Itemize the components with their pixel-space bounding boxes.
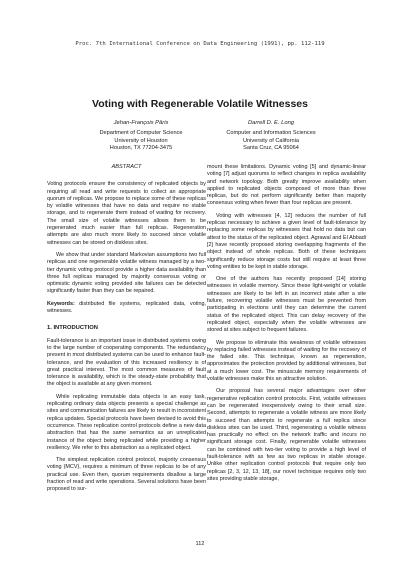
author-location-2: Santa Cruz, CA 95064 <box>243 145 299 152</box>
abstract-heading: ABSTRACT <box>111 164 142 170</box>
body-paragraph: One of the authors has recently proposed [14] storing witnesses in volatile memory. Since these light-weight or volatile witnesses are likely to be left in an incorrect state after a site failure, recovering volatile witnesses must be prevented from participating in elections until they can determine the current status of the replicated object. This can delay recovery of the replicated object, especially when the volatile witnesses are stored at sites subject to frequent failures. <box>207 276 366 334</box>
author-dept-2: Computer and Information Sciences <box>226 130 316 136</box>
keywords <box>47 301 206 316</box>
body-paragraph: Our proposal has several major advantages over other regenerative replication control protocols. First, volatile witnesses can be regenerated inexpensively owing to their small size. Second, attempts to regenerate a volatile witness are more likely to succeed than attempts to regenerate a full replica since diskless sites can be used. Third, regenerating a volatile witness has practically no effect on the network traffic and incurs no significant storage cost. Finally, regenerable volatile witnesses can be combined with two-tier voting to provide a high level of fault-tolerance with as few as two replicas in stable storage. Unlike other replication control protocols that require only two replicas [2, 3, 12, 13, 18], our novel technique requires only two sites providing stable storage, <box>207 388 366 482</box>
body-paragraph: We propose to eliminate this weakness of volatile witnesses by replacing failed witnesses instead of waiting for the recovery of the failed site. This technique, known as regeneration, approximates the protection provided by additional witnesses, but at a much lower cost. The minuscule memory requirements of volatile witnesses make this an attractive solution. <box>207 339 366 383</box>
abstract-paragraph: Voting protocols ensure the consistency of replicated objects by requiring all read and write requests to collect an appropriate quorum of replicas. We propose to replace some of these replicas by volatile witnesses that have no data and require no stable storage, and to regenerate them instead of waiting for recovery. The small size of volatile witnesses allows them to be regenerated much easier than full replicas. Regeneration attempts are also much more likely to succeed since volatile witnesses can be stored on diskless sites. <box>47 181 206 246</box>
author-dept-1: Department of Computer Science <box>99 130 183 136</box>
left-column <box>47 164 206 499</box>
keywords-text: distributed file systems, replicated data, voting, witnesses. <box>47 300 207 315</box>
right-column <box>207 164 366 488</box>
section-heading-introduction: 1. INTRODUCTION <box>47 325 98 332</box>
author-affiliation-2 <box>191 130 351 153</box>
body-paragraph: While replicating immutable data objects is an easy task, replicating ordinary data objects presents a special challenge as sites and communication failures are likely to result in inconsistent replica updates. Special protocols have been devised to avoid this occurrence. These replication control protocols define a new data abstraction that has the same semantics as an unreplicated instance of the object being replicated while providing a higher resiliency. We refer to this abstraction as a replicated object. <box>47 393 206 451</box>
author-institution-1: University of Houston <box>114 137 168 144</box>
abstract-paragraph: We show that under standard Markovian assumptions two full replicas and one regenerable volatile witness managed by a two-tier dynamic voting protocol provide a higher data availability than three full replicas managed by majority consensus voting or optimistic dynamic voting provided site failures can be detected significantly faster than they can be repaired. <box>47 251 206 295</box>
body-paragraph: The simplest replication control protocol, majority consensus voting (MCV), requires a minimum of three replicas to be of any practical use. Even then, quorum requirements disallow a large fraction of read and write operations. Several solutions have been proposed to sur- <box>47 457 206 493</box>
author-location-1: Houston, TX 77204-3475 <box>109 145 173 152</box>
paper-title: Voting with Regenerable Volatile Witnesses <box>92 98 308 110</box>
author-name-1: Jehan-François Pâris <box>113 120 169 126</box>
body-paragraph: mount these limitations. Dynamic voting [5] and dynamic-linear voting [7] adjust quorums to reflect changes in replica availability and network topology. Both greatly improve availability when applied to replicated objects composed of more than three replicas, but do not perform significantly better than majority consensus voting when fewer than four replicas are present. <box>207 164 366 207</box>
body-paragraph: Voting with witnesses [4, 12] reduces the number of full replicas necessary to achieve a given level of fault-tolerance by replacing some replicas by witnesses that hold no data but can attest to the status of the replicated object. Agrawal and El Abbadi [2] have recently proposed storing overlapping fragments of the object instead of whole replicas. Both of these techniques significantly reduce storage costs but still require at least three voting entities to be kept in stable storage. <box>207 212 366 270</box>
conference-header: Proc. 7th International Conference on Data Engineering (1991), pp. 112-119 <box>75 41 325 47</box>
author-institution-2: University of California <box>243 137 299 144</box>
keywords-label: Keywords: <box>47 300 75 307</box>
page-number: 112 <box>195 541 205 547</box>
author-name-2: Darrell D. E. Long <box>247 120 295 126</box>
body-paragraph: Fault-tolerance is an important issue in distributed systems owing to the large number of cooperating components. The redundancy present in most distributed systems can be used to enhance fault-tolerance, and the evaluation of this increased resiliency is of great practical interest. The most common measures of fault tolerance is availability, which is the steady-state probability that the object is available at any given moment. <box>47 337 206 388</box>
